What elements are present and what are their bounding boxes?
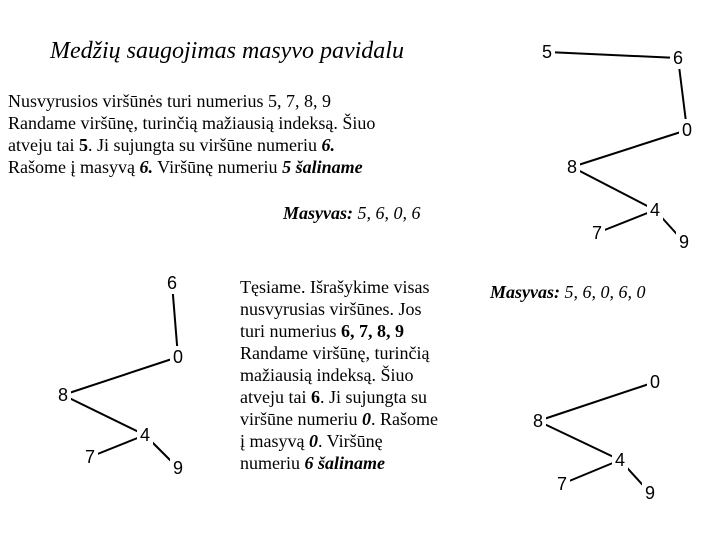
- step2-line2: nusvyrusias viršūnes. Jos: [240, 299, 422, 319]
- step2-line6-text: atveju tai: [240, 387, 311, 407]
- step1-line2: Randame viršūnę, turinčią mažiausią indeksą. Šiuo: [8, 113, 376, 133]
- array-values: 5, 6, 0, 6, 0: [564, 282, 646, 302]
- tree-edge: [63, 395, 145, 435]
- tree-top-right: [539, 41, 695, 253]
- tree-edge: [172, 283, 178, 357]
- tree-node-label: 8: [566, 157, 578, 177]
- tree-edge: [597, 210, 655, 233]
- tree-edge: [90, 435, 145, 457]
- tree-edge: [538, 421, 620, 460]
- tree-left: [55, 272, 186, 479]
- step2-line8-text: į masyvą: [240, 431, 309, 451]
- step2-min-leaf: 6: [310, 387, 320, 407]
- tree-node-label: 7: [556, 474, 568, 494]
- step2-line8-text2: . Viršūnę: [318, 431, 383, 451]
- tree-node-label: 6: [672, 48, 684, 68]
- tree-edge: [538, 382, 655, 421]
- step2-line5: mažiausią indeksą. Šiuo: [240, 365, 414, 385]
- step1-leaf-numbers: 5, 7, 8, 9: [268, 91, 331, 111]
- tree-node-label: 7: [84, 447, 96, 467]
- tree-node-label: 5: [541, 42, 553, 62]
- page-title: Medžių saugojimas masyvo pavidalu: [50, 38, 404, 64]
- tree-node-label: 4: [614, 450, 626, 470]
- tree-edge: [63, 357, 178, 395]
- step2-line7-text: viršūne numeriu: [240, 409, 362, 429]
- step2-parent: 0: [361, 409, 371, 429]
- array-label: Masyvas:: [283, 203, 353, 223]
- step1-written-value: 6.: [139, 157, 153, 177]
- step1-line4-text2: Viršūnę numeriu: [152, 157, 283, 177]
- step2-line4: Randame viršūnę, turinčią: [240, 343, 430, 363]
- tree-node-label: 9: [678, 232, 690, 252]
- tree-node-label: 0: [681, 120, 693, 140]
- step1-min-leaf: 5: [78, 135, 88, 155]
- tree-edge: [572, 130, 687, 167]
- step2-written-value: 0: [309, 431, 318, 451]
- tree-node-label: 9: [172, 458, 184, 478]
- step2-line1: Tęsiame. Išrašykime visas: [240, 277, 430, 297]
- step2-removed-node: 6 šaliname: [304, 453, 386, 473]
- step1-removed-node: 5 šaliname: [282, 157, 363, 177]
- array-label: Masyvas:: [490, 282, 560, 302]
- step1-line1-text: Nusvyrusios viršūnės turi numerius: [8, 91, 268, 111]
- step1-line3-text: atveju tai: [8, 135, 79, 155]
- tree-node-label: 0: [649, 372, 661, 392]
- step2-line9-text: numeriu: [240, 453, 305, 473]
- tree-node-label: 0: [172, 347, 184, 367]
- tree-node-label: 9: [644, 483, 656, 503]
- tree-node-label: 7: [591, 223, 603, 243]
- step1-line4-text: Rašome į masyvą: [8, 157, 140, 177]
- tree-node-label: 4: [649, 200, 661, 220]
- tree-edge: [562, 460, 620, 484]
- step2-line3-text: turi numerius: [240, 321, 341, 341]
- step2-line7-text2: . Rašome: [370, 409, 438, 429]
- tree-bottom-right: [530, 371, 663, 504]
- tree-edge: [547, 52, 678, 58]
- tree-node-label: 8: [57, 385, 69, 405]
- step1-parent: 6.: [321, 135, 335, 155]
- step2-leaf-numbers: 6, 7, 8, 9: [341, 321, 404, 341]
- tree-node-label: 4: [139, 425, 151, 445]
- step2-line6-text2: . Ji sujungta su: [319, 387, 427, 407]
- tree-edge: [572, 167, 655, 210]
- step1-line3-text2: . Ji sujungta su viršūne numeriu: [87, 135, 322, 155]
- array-values: 5, 6, 0, 6: [357, 203, 421, 223]
- tree-node-label: 8: [532, 411, 544, 431]
- tree-node-label: 6: [166, 273, 178, 293]
